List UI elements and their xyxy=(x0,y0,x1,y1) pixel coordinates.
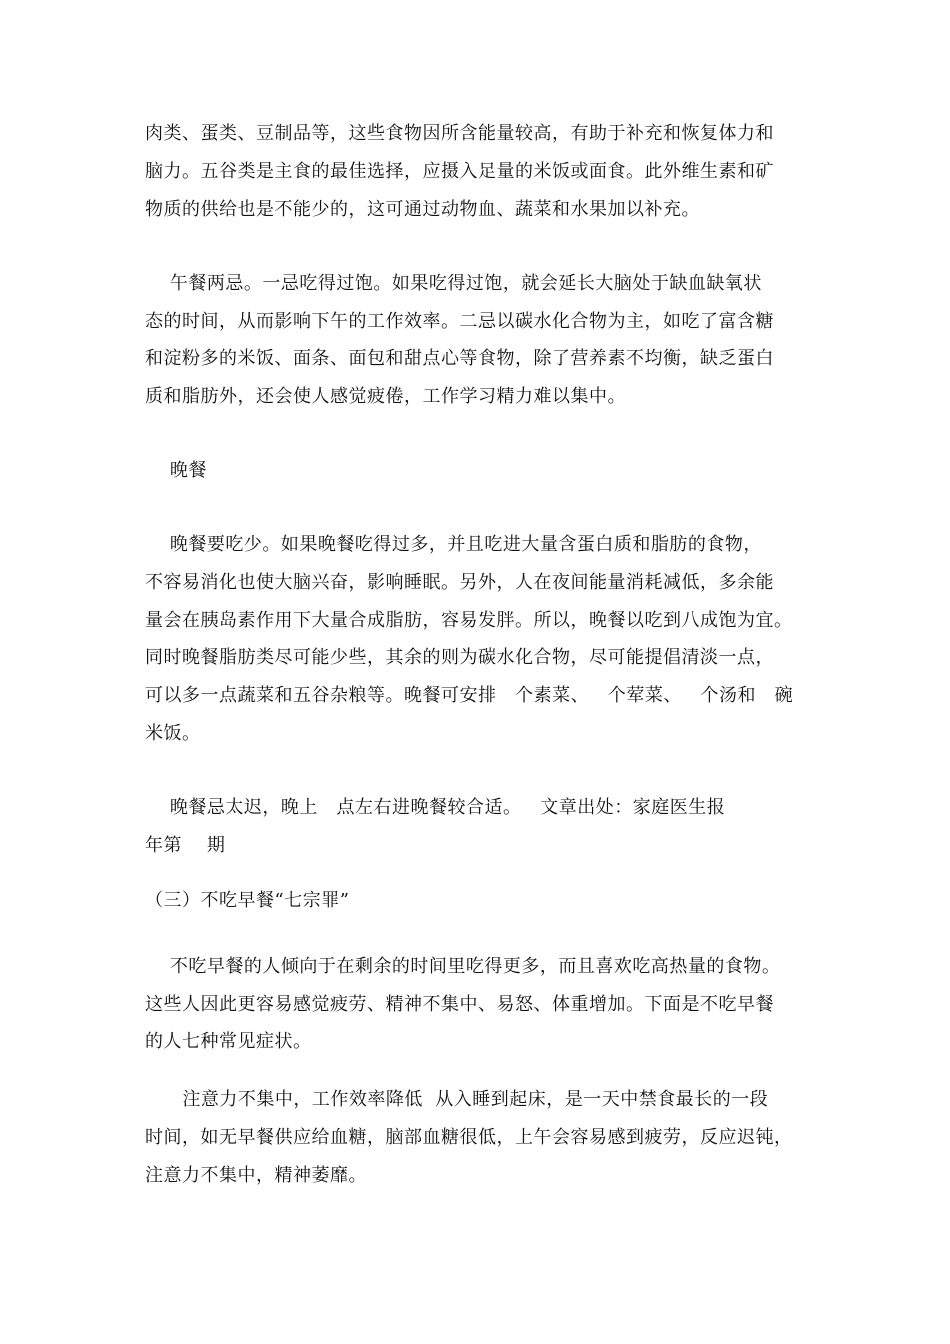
paragraph-4-line-6: 米饭。 xyxy=(145,723,201,744)
paragraph-5-line-1: 晚餐忌太迟，晚上 点左右进晚餐较合适。 文章出处：家庭医生报 xyxy=(145,797,726,818)
paragraph-1-line-3: 物质的供给也是不能少的，这可通过动物血、蔬菜和水果加以补充。 xyxy=(145,199,700,220)
paragraph-7-line-1: 不吃早餐的人倾向于在剩余的时间里吃得更多，而且喜欢吃高热量的食物。 xyxy=(145,956,781,977)
paragraph-8-line-2: 时间，如无早餐供应给血糖，脑部血糖很低，上午会容易感到疲劳，反应迟钝， xyxy=(145,1127,793,1148)
paragraph-4-line-3: 量会在胰岛素作用下大量合成脂肪，容易发胖。所以，晚餐以吃到八成饱为宜。 xyxy=(145,610,793,631)
paragraph-4-line-5: 可以多一点蔬菜和五谷杂粮等。晚餐可安排 个素菜、 个荤菜、 个汤和 碗 xyxy=(145,685,794,706)
paragraph-7-line-3: 的人七种常见症状。 xyxy=(145,1031,312,1052)
paragraph-5-line-2: 年第 期 xyxy=(145,835,226,856)
paragraph-8-line-3: 注意力不集中，精神萎靡。 xyxy=(145,1165,367,1186)
paragraph-4-line-1: 晚餐要吃少。如果晚餐吃得过多，并且吃进大量含蛋白质和脂肪的食物， xyxy=(145,534,762,555)
paragraph-2-line-2: 态的时间，从而影响下午的工作效率。二忌以碳水化合物为主，如吃了富含糖 xyxy=(145,311,774,332)
paragraph-8-line-1: 注意力不集中，工作效率降低 从入睡到起床，是一天中禁食最长的一段 xyxy=(145,1089,769,1110)
paragraph-1-line-1: 肉类、蛋类、豆制品等，这些食物因所含能量较高，有助于补充和恢复体力和 xyxy=(145,123,774,144)
paragraph-7-line-2: 这些人因此更容易感觉疲劳、精神不集中、易怒、体重增加。下面是不吃早餐 xyxy=(145,994,774,1015)
section-heading-skip-breakfast: （三）不吃早餐“七宗罪” xyxy=(145,890,350,911)
paragraph-2-line-4: 质和脂肪外，还会使人感觉疲倦，工作学习精力难以集中。 xyxy=(145,386,626,407)
section-heading-dinner: 晚餐 xyxy=(145,460,207,481)
paragraph-4-line-4: 同时晚餐脂肪类尽可能少些，其余的则为碳水化合物，尽可能提倡清淡一点， xyxy=(145,647,774,668)
paragraph-2-line-3: 和淀粉多的米饭、面条、面包和甜点心等食物，除了营养素不均衡，缺乏蛋白 xyxy=(145,348,774,369)
paragraph-4-line-2: 不容易消化也使大脑兴奋，影响睡眠。另外，人在夜间能量消耗减低，多余能 xyxy=(145,572,774,593)
paragraph-2-line-1: 午餐两忌。一忌吃得过饱。如果吃得过饱，就会延长大脑处于缺血缺氧状 xyxy=(145,273,762,294)
paragraph-1-line-2: 脑力。五谷类是主食的最佳选择，应摄入足量的米饭或面食。此外维生素和矿 xyxy=(145,161,774,182)
